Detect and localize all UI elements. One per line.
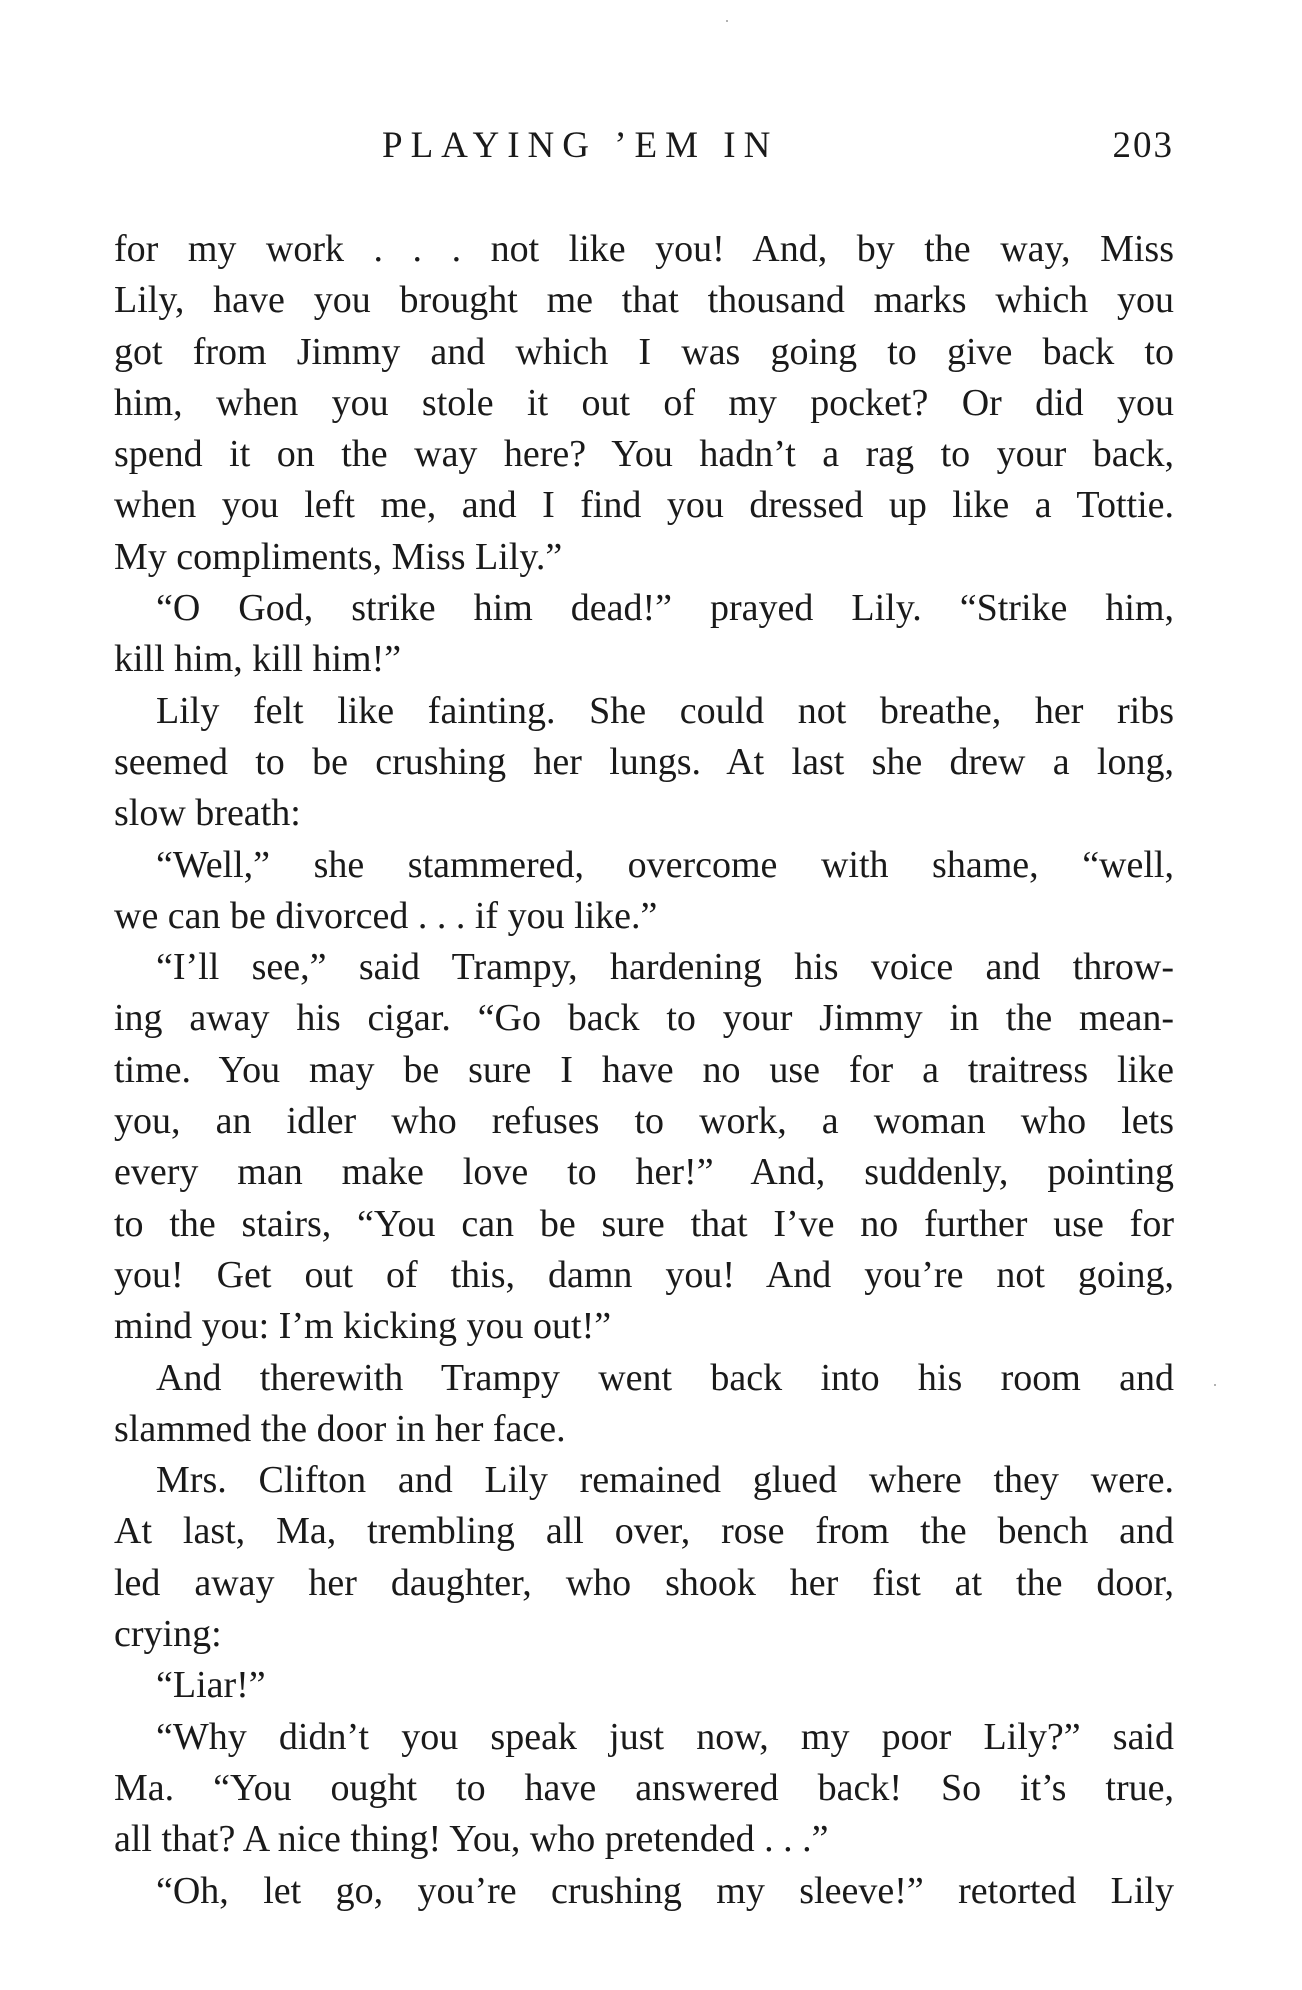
text-line: My compliments, Miss Lily.” bbox=[114, 535, 563, 578]
text-line: all that? A nice thing! You, who pretended . . .” bbox=[114, 1818, 829, 1861]
text-line: slammed the door in her face. bbox=[114, 1407, 566, 1450]
text-line: Lily felt like fainting. She could not breathe, her ribs bbox=[156, 689, 1174, 732]
page-number: 203 bbox=[1112, 125, 1174, 166]
text-line: “O God, strike him dead!” prayed Lily. “Strike him, bbox=[156, 587, 1174, 630]
paper-speck bbox=[1214, 1384, 1216, 1386]
text-line: spend it on the way here? You hadn’t a rag to your back, bbox=[114, 433, 1174, 476]
text-line: mind you: I’m kicking you out!” bbox=[114, 1305, 612, 1348]
text-line: ing away his cigar. “Go back to your Jimmy in the mean- bbox=[114, 997, 1174, 1040]
text-line: him, when you stole it out of my pocket? Or did you bbox=[114, 381, 1174, 424]
text-line: Ma. “You ought to have answered back! So it’s true, bbox=[114, 1766, 1174, 1809]
running-title: PLAYING ’EM IN bbox=[382, 125, 779, 166]
text-line: “Why didn’t you speak just now, my poor Lily?” said bbox=[156, 1715, 1174, 1758]
text-line: you! Get out of this, damn you! And you’re not going, bbox=[114, 1253, 1174, 1296]
text-line: crying: bbox=[114, 1613, 222, 1656]
body-text bbox=[114, 224, 1174, 1917]
text-line: to the stairs, “You can be sure that I’ve no further use for bbox=[114, 1202, 1174, 1245]
text-line: kill him, kill him!” bbox=[114, 638, 402, 681]
text-line: time. You may be sure I have no use for a traitress like bbox=[114, 1048, 1174, 1091]
text-line: led away her daughter, who shook her fist at the door, bbox=[114, 1561, 1174, 1604]
text-line: “Oh, let go, you’re crushing my sleeve!” retorted Lily bbox=[156, 1869, 1174, 1912]
text-line: At last, Ma, trembling all over, rose from the bench and bbox=[114, 1510, 1174, 1553]
text-line: “Well,” she stammered, overcome with shame, “well, bbox=[156, 843, 1174, 886]
text-line: slow breath: bbox=[114, 792, 301, 835]
text-line: we can be divorced . . . if you like.” bbox=[114, 894, 658, 937]
text-line: when you left me, and I find you dressed up like a Tottie. bbox=[114, 484, 1174, 527]
text-line: for my work . . . not like you! And, by the way, Miss bbox=[114, 228, 1174, 270]
text-line: Lily, have you brought me that thousand marks which you bbox=[114, 279, 1174, 322]
text-line: seemed to be crushing her lungs. At last she drew a long, bbox=[114, 740, 1174, 783]
running-head bbox=[114, 124, 1174, 184]
text-line: every man make love to her!” And, suddenly, pointing bbox=[114, 1151, 1174, 1194]
text-line: you, an idler who refuses to work, a woman who lets bbox=[114, 1100, 1174, 1143]
text-line: “Liar!” bbox=[156, 1664, 266, 1707]
text-line: “I’ll see,” said Trampy, hardening his voice and throw- bbox=[156, 946, 1174, 989]
paper-speck bbox=[726, 20, 728, 22]
text-line: And therewith Trampy went back into his room and bbox=[156, 1356, 1174, 1399]
text-line: Mrs. Clifton and Lily remained glued where they were. bbox=[156, 1459, 1174, 1502]
text-line: got from Jimmy and which I was going to give back to bbox=[114, 330, 1174, 373]
